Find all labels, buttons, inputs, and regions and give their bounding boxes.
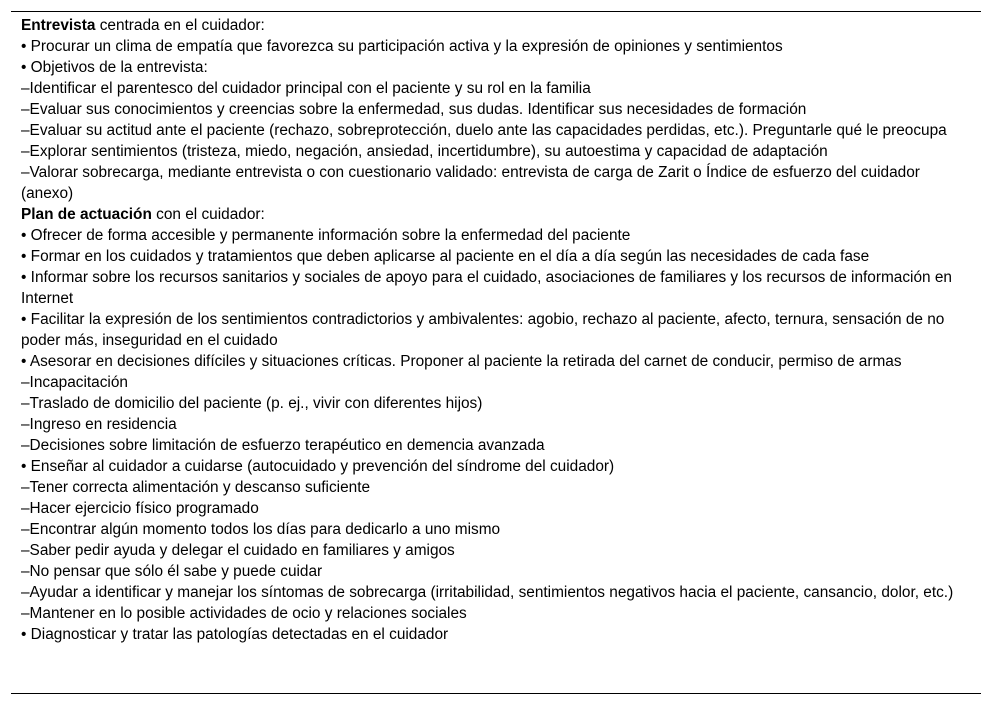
list-item: –Encontrar algún momento todos los días para dedicarlo a uno mismo	[21, 521, 501, 538]
list-item: –Decisiones sobre limitación de esfuerzo terapéutico en demencia avanzada	[21, 437, 545, 454]
list-item: • Formar en los cuidados y tratamientos que deben aplicarse al paciente en el día a día según las necesidades de cada fase	[21, 248, 870, 265]
list-item: –Identificar el parentesco del cuidador principal con el paciente y su rol en la familia	[21, 80, 591, 97]
list-item: • Ofrecer de forma accesible y permanente información sobre la enfermedad del paciente	[21, 227, 631, 244]
list-item: –Evaluar sus conocimientos y creencias sobre la enfermedad, sus dudas. Identificar sus necesidades de formación	[21, 101, 807, 118]
list-item: –No pensar que sólo él sabe y puede cuidar	[21, 563, 323, 580]
list-item: • Facilitar la expresión de los sentimientos contradictorios y ambivalentes: agobio, rechazo al paciente, afecto, ternura, sensación de no poder más, inseguridad en el cuidado	[21, 311, 945, 349]
content-table	[11, 11, 981, 694]
list-item: –Saber pedir ayuda y delegar el cuidado en familiares y amigos	[21, 542, 455, 559]
list-item: –Valorar sobrecarga, mediante entrevista o con cuestionario validado: entrevista de carga de Zarit o Índice de esfuerzo del cuidador (anexo)	[21, 164, 920, 202]
list-item: • Asesorar en decisiones difíciles y situaciones críticas. Proponer al paciente la retirada del carnet de conducir, permiso de armas	[21, 353, 902, 370]
list-item: • Enseñar al cuidador a cuidarse (autocuidado y prevención del síndrome del cuidador)	[21, 458, 615, 475]
list-item: –Tener correcta alimentación y descanso suficiente	[21, 479, 371, 496]
list-item: • Informar sobre los recursos sanitarios y sociales de apoyo para el cuidado, asociaciones de familiares y los recursos de información en Internet	[21, 269, 952, 307]
section-heading-entrevista	[21, 15, 961, 36]
list-item: –Mantener en lo posible actividades de ocio y relaciones sociales	[21, 605, 467, 622]
heading-rest: centrada en el cuidador:	[95, 17, 265, 34]
section-heading-plan	[21, 204, 961, 225]
list-item: –Ayudar a identificar y manejar los síntomas de sobrecarga (irritabilidad, sentimientos negativos hacia el paciente, cansancio, dolor, etc.)	[21, 584, 954, 601]
list-item: • Objetivos de la entrevista:	[21, 59, 208, 76]
list-item: –Explorar sentimientos (tristeza, miedo, negación, ansiedad, incertidumbre), su autoestima y capacidad de adaptación	[21, 143, 828, 160]
list-item: • Procurar un clima de empatía que favorezca su participación activa y la expresión de opiniones y sentimientos	[21, 38, 783, 55]
table-cell	[21, 15, 961, 645]
heading-bold: Plan de actuación	[21, 206, 152, 223]
list-item: –Ingreso en residencia	[21, 416, 177, 433]
list-item: –Evaluar su actitud ante el paciente (rechazo, sobreprotección, duelo ante las capacidades perdidas, etc.). Preguntarle qué le preocupa	[21, 122, 947, 139]
heading-rest: con el cuidador:	[151, 206, 265, 223]
list-item: • Diagnosticar y tratar las patologías detectadas en el cuidador	[21, 626, 449, 643]
list-item: –Incapacitación	[21, 374, 128, 391]
list-item: –Hacer ejercicio físico programado	[21, 500, 259, 517]
list-item: –Traslado de domicilio del paciente (p. ej., vivir con diferentes hijos)	[21, 395, 483, 412]
heading-bold: Entrevista	[21, 17, 96, 34]
